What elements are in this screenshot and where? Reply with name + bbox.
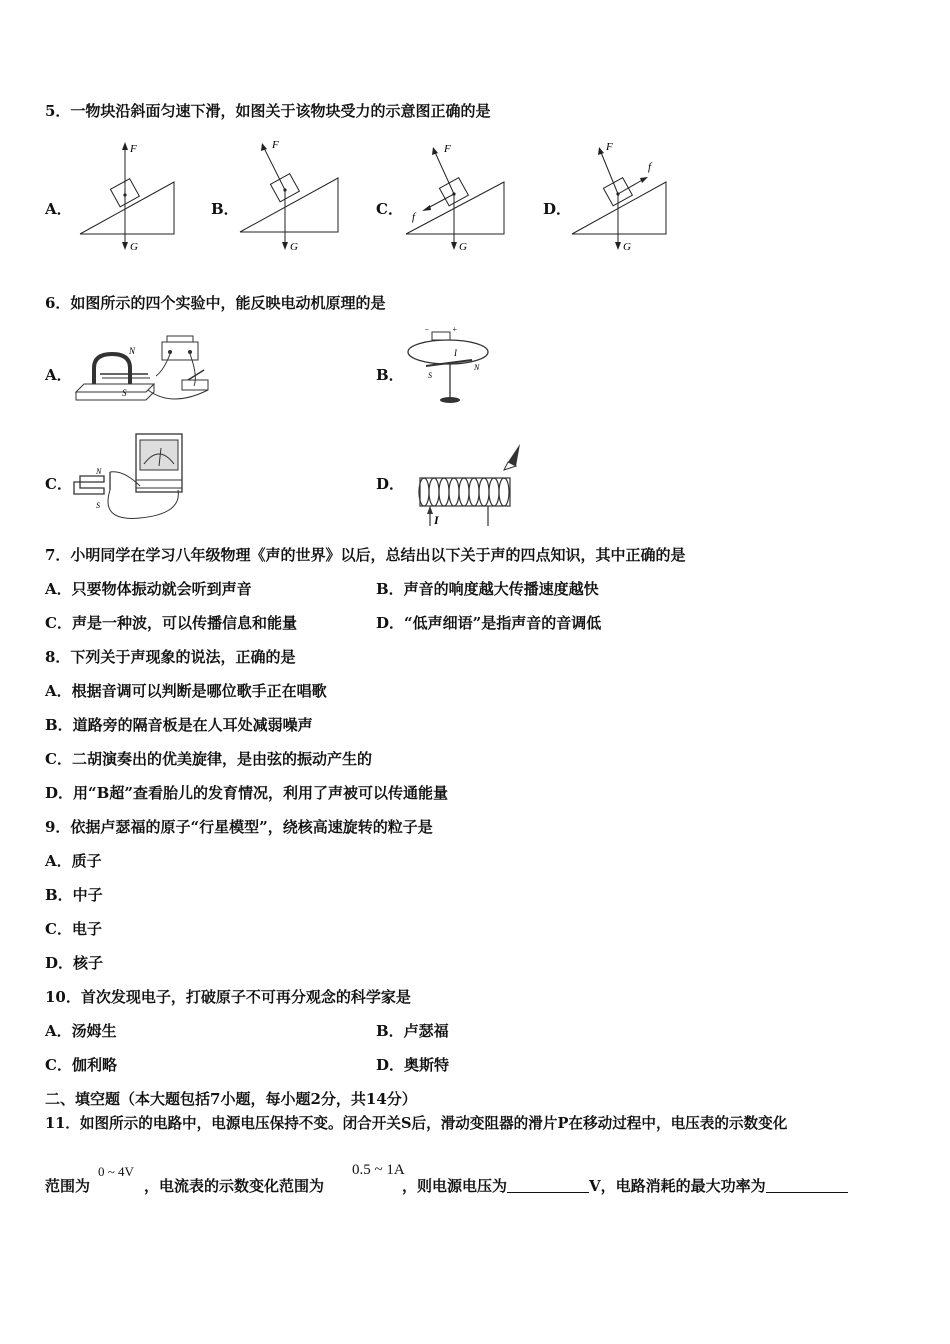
q9-option-a: A．质子 xyxy=(45,852,102,870)
q5-stem: 5．一物块沿斜面匀速下滑，如图关于该物块受力的示意图正确的是 xyxy=(45,102,491,120)
q9-option-d: D．核子 xyxy=(45,954,104,972)
q6-figure-d-solenoid xyxy=(404,440,534,530)
needle-label-n: N xyxy=(474,363,480,372)
force-label-f: F xyxy=(444,143,451,155)
q5-figure-b xyxy=(238,138,348,256)
q8-option-b: B．道路旁的隔音板是在人耳处减弱噪声 xyxy=(45,716,313,734)
q10-option-b: B．卢瑟福 xyxy=(376,1022,449,1040)
q6-option-b-label: B． xyxy=(376,366,404,384)
q11-part2: ，电流表的示数变化范围为 xyxy=(144,1177,325,1195)
q11-line1: 11．如图所示的电路中，电源电压保持不变。闭合开关S后，滑动变阻器的滑片P在移动过程中，电压表的示数变化 xyxy=(45,1115,788,1132)
q11-voltage-range: 0 ~ 4V xyxy=(98,1164,134,1179)
pole-label-n: N xyxy=(96,467,102,476)
q11-blank-power[interactable] xyxy=(766,1178,848,1193)
q8-option-c: C．二胡演奏出的优美旋律，是由弦的振动产生的 xyxy=(45,750,372,768)
q5-figure-a xyxy=(78,138,182,256)
force-label-friction: f xyxy=(412,211,416,223)
force-label-g: G xyxy=(130,241,138,253)
pole-label-n: N xyxy=(129,346,136,356)
q6-option-d-label: D． xyxy=(376,475,405,493)
terminal-minus: − xyxy=(424,325,430,334)
q11-blank-voltage[interactable] xyxy=(507,1178,589,1193)
current-label-i: I xyxy=(434,513,439,527)
q5-figure-d xyxy=(570,138,676,256)
q8-option-d: D．用“B超”查看胎儿的发育情况，利用了声被可以传通能量 xyxy=(45,784,448,802)
q7-option-b: B．声音的响度越大传播速度越快 xyxy=(376,580,599,598)
force-label-f: F xyxy=(606,141,613,153)
q6-figure-b-oersted xyxy=(404,322,496,408)
q6-option-c-label: C． xyxy=(45,475,72,493)
q8-option-a: A．根据音调可以判断是哪位歌手正在唱歌 xyxy=(45,682,327,700)
q10-option-a: A．汤姆生 xyxy=(45,1022,117,1040)
q6-option-a-label: A． xyxy=(45,366,72,384)
q8-stem: 8．下列关于声现象的说法，正确的是 xyxy=(45,648,296,666)
q11-part1: 范围为 xyxy=(45,1177,91,1195)
q11-line2 xyxy=(45,1176,848,1196)
q5-figure-c xyxy=(404,138,512,256)
force-label-g: G xyxy=(459,241,467,253)
q11-current-range: 0.5 ~ 1A xyxy=(352,1162,405,1178)
q5-option-b-label: B． xyxy=(211,200,239,218)
q9-option-b: B．中子 xyxy=(45,886,103,904)
q6-figure-a-generator-rig xyxy=(72,330,222,410)
force-label-g: G xyxy=(623,241,631,253)
section-heading: 二、填空题（本大题包括7小题，每小题2分，共14分） xyxy=(45,1090,417,1108)
q7-option-c: C．声是一种波，可以传播信息和能量 xyxy=(45,614,297,632)
q11-part4: V，电路消耗的最大功率为 xyxy=(589,1177,766,1195)
q9-option-c: C．电子 xyxy=(45,920,102,938)
q10-stem: 10．首次发现电子，打破原子不可再分观念的科学家是 xyxy=(45,988,411,1006)
q5-option-a-label: A． xyxy=(45,200,72,218)
force-label-g: G xyxy=(290,241,298,253)
current-label-i: I xyxy=(454,348,457,358)
q9-stem: 9．依据卢瑟福的原子“行星模型”，绕核高速旋转的粒子是 xyxy=(45,818,433,836)
q11-part3: ，则电源电压为 xyxy=(402,1177,508,1195)
q6-stem: 6．如图所示的四个实验中，能反映电动机原理的是 xyxy=(45,294,386,312)
q7-option-a: A．只要物体振动就会听到声音 xyxy=(45,580,252,598)
pole-label-s: S xyxy=(122,388,127,398)
needle-label-s: S xyxy=(428,371,432,380)
q7-stem: 7．小明同学在学习八年级物理《声的世界》以后，总结出以下关于声的四点知识，其中正确的是 xyxy=(45,546,686,564)
q5-option-d-label: D． xyxy=(543,200,572,218)
q5-option-c-label: C． xyxy=(376,200,403,218)
force-label-friction: f xyxy=(648,161,652,173)
q7-option-d: D．“低声细语”是指声音的音调低 xyxy=(376,614,602,632)
q10-option-d: D．奥斯特 xyxy=(376,1056,450,1074)
pole-label-s: S xyxy=(96,501,100,510)
terminal-plus: + xyxy=(452,325,458,334)
force-label-f: F xyxy=(130,143,137,155)
q10-option-c: C．伽利略 xyxy=(45,1056,117,1074)
force-label-f: F xyxy=(272,139,279,151)
q6-figure-c-galvanometer xyxy=(70,430,190,526)
